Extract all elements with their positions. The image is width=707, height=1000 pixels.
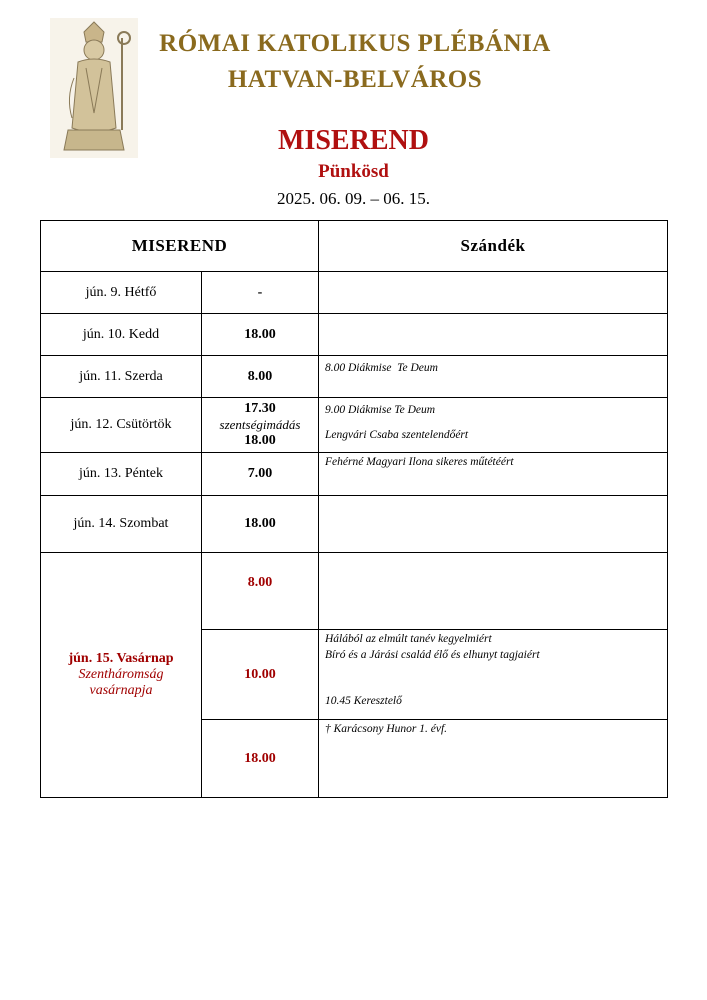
sunday-day-cell [41, 553, 202, 798]
intention-text: 9.00 Diákmise Te Deum [325, 404, 436, 416]
mass-time [202, 398, 319, 453]
mass-time: 18.00 [202, 720, 319, 798]
mass-time-second: 18.00 [244, 433, 276, 448]
mass-time: 10.00 [202, 630, 319, 720]
intention-cell [319, 453, 668, 496]
intention-cell [319, 272, 668, 314]
intention-text: Fehérné Magyari Ilona sikeres műtétéért [325, 456, 514, 468]
intention-text: 10.45 Keresztelő [325, 695, 402, 707]
intention-text: Bíró és a Járási család élő és elhunyt tagjaiért [325, 649, 540, 661]
table-row [41, 314, 668, 356]
intention-cell [319, 630, 668, 720]
schedule-header: MISEREND [41, 221, 319, 272]
intention-cell [319, 398, 668, 453]
day-label: jún. 12. Csütörtök [41, 398, 202, 453]
table-row [41, 553, 668, 630]
mass-time: 8.00 [202, 553, 319, 630]
mass-schedule-table [40, 220, 668, 798]
table-row [41, 272, 668, 314]
page-subtitle: Pünkösd [318, 161, 389, 182]
table-row [41, 398, 668, 453]
day-label: jún. 10. Kedd [41, 314, 202, 356]
adoration-note: szentségimádás [219, 417, 301, 432]
table-row [41, 356, 668, 398]
sunday-feast-line1: Szentháromság [78, 667, 164, 682]
intention-cell [319, 720, 668, 798]
intention-text: 8.00 Diákmise Te Deum [325, 362, 438, 374]
intention-text: Hálából az elmúlt tanév kegyelmiért [325, 633, 492, 645]
day-label: jún. 9. Hétfő [41, 272, 202, 314]
day-label: jún. 14. Szombat [41, 496, 202, 553]
day-label: jún. 11. Szerda [41, 356, 202, 398]
sunday-day-label: jún. 15. Vasárnap [68, 651, 174, 666]
date-range: 2025. 06. 09. – 06. 15. [277, 189, 430, 208]
page-title: MISEREND [278, 125, 429, 156]
parish-name-line1: RÓMAI KATOLIKUS PLÉBÁNIA [159, 30, 551, 57]
mass-time: 7.00 [202, 453, 319, 496]
intention-text: Lengvári Csaba szentelendőért [325, 429, 469, 441]
intention-cell [319, 314, 668, 356]
mass-time: 18.00 [202, 314, 319, 356]
mass-time: 18.00 [202, 496, 319, 553]
table-header-row [41, 221, 668, 272]
table-row [41, 496, 668, 553]
mass-time: - [202, 272, 319, 314]
table-row [41, 453, 668, 496]
parish-name-line2: HATVAN-BELVÁROS [227, 66, 483, 93]
mass-time-first: 17.30 [244, 401, 276, 416]
sunday-feast-line2: vasárnapja [89, 683, 153, 698]
intention-text: † Karácsony Hunor 1. évf. [325, 723, 448, 735]
mass-time: 8.00 [202, 356, 319, 398]
intention-header: Szándék [319, 221, 668, 272]
day-label: jún. 13. Péntek [41, 453, 202, 496]
intention-cell [319, 496, 668, 553]
intention-cell [319, 356, 668, 398]
intention-cell [319, 553, 668, 630]
